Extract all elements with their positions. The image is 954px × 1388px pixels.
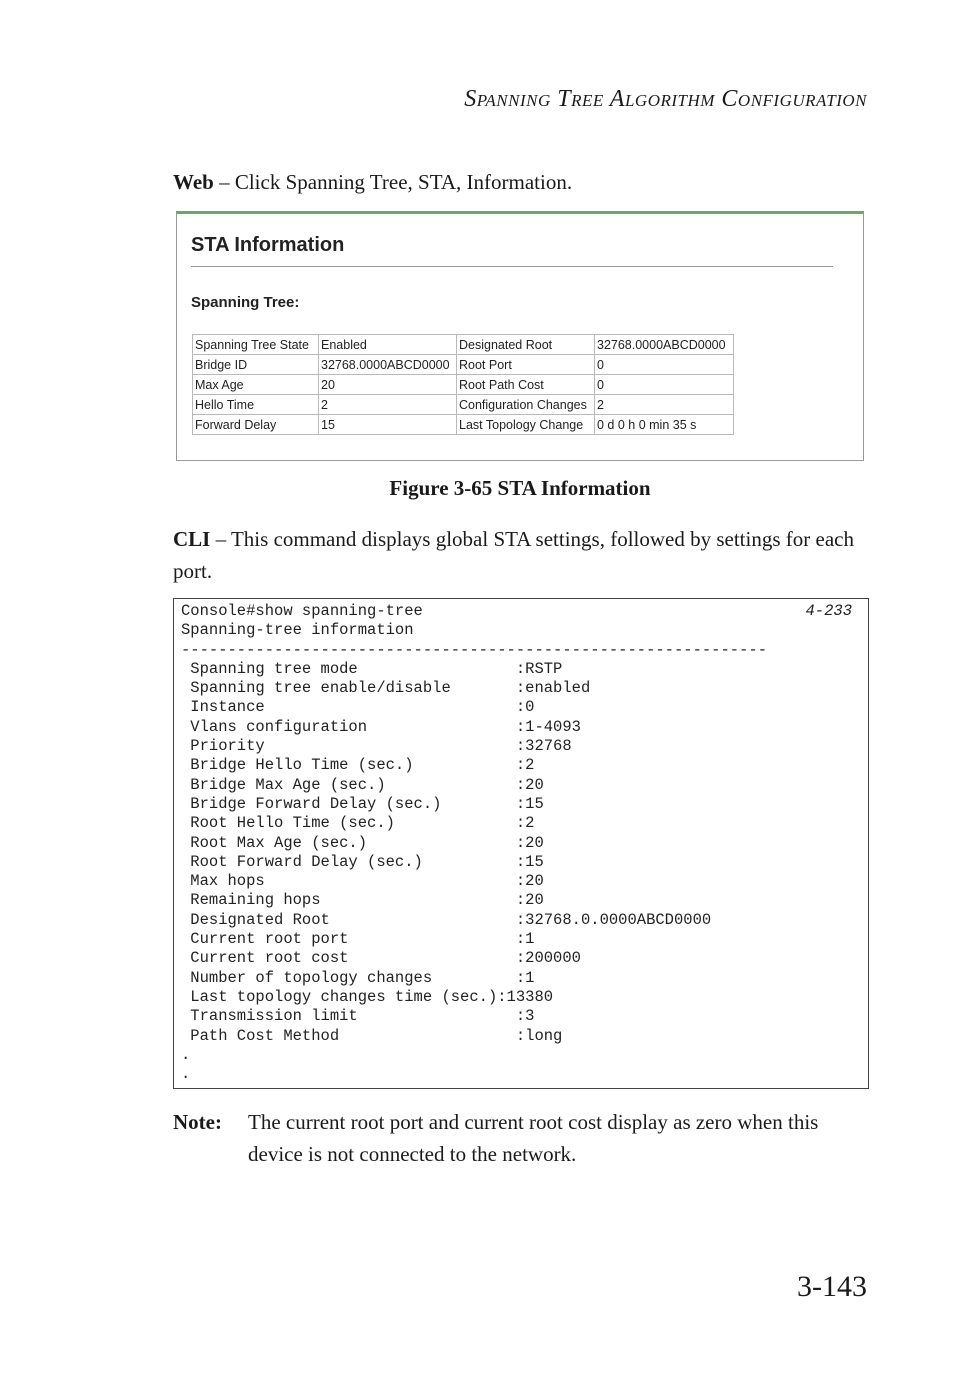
console-line: --------------------------------------------------------------- <box>181 640 767 659</box>
web-instruction-text: – Click Spanning Tree, STA, Information. <box>213 170 573 194</box>
table-field-value: 2 <box>319 395 457 415</box>
console-line: Max hops :20 <box>181 872 544 891</box>
page-number: 3-143 <box>797 1270 867 1303</box>
console-line: . <box>181 1065 191 1084</box>
console-line: Root Hello Time (sec.) :2 <box>181 814 535 833</box>
note-label: Note: <box>173 1110 222 1134</box>
console-line: Instance :0 <box>181 698 535 717</box>
console-line: Designated Root :32768.0.0000ABCD0000 <box>181 910 712 929</box>
cli-description <box>173 523 868 587</box>
console-line: Transmission limit :3 <box>181 1007 535 1026</box>
table-row <box>193 415 734 435</box>
console-line: Number of topology changes :1 <box>181 968 535 987</box>
table-field-value: 32768.0000ABCD0000 <box>319 355 457 375</box>
console-line: Bridge Forward Delay (sec.) :15 <box>181 794 544 813</box>
console-line: Root Max Age (sec.) :20 <box>181 833 544 852</box>
console-line: . <box>181 1045 191 1064</box>
console-line: Remaining hops :20 <box>181 891 544 910</box>
web-label: Web <box>173 170 214 194</box>
table-field-label: Root Path Cost <box>457 375 595 395</box>
table-field-label: Bridge ID <box>193 355 319 375</box>
console-line: Priority :32768 <box>181 737 572 756</box>
table-field-value: 20 <box>319 375 457 395</box>
cli-description-text: – This command displays global STA settings, followed by settings for each port. <box>173 527 854 583</box>
table-field-label: Root Port <box>457 355 595 375</box>
console-line: Current root cost :200000 <box>181 949 581 968</box>
table-field-value: 2 <box>595 395 734 415</box>
table-row <box>193 355 734 375</box>
note-text: The current root port and current root cost display as zero when this device is not connected to the network. <box>248 1110 819 1166</box>
sta-table <box>192 334 734 435</box>
web-instruction <box>173 166 868 198</box>
table-row <box>193 395 734 415</box>
table-row <box>193 335 734 355</box>
console-line: Last topology changes time (sec.):13380 <box>181 987 554 1006</box>
table-field-label: Hello Time <box>193 395 319 415</box>
console-output <box>173 598 869 1089</box>
table-field-value: 0 <box>595 355 734 375</box>
console-line: Spanning tree mode :RSTP <box>181 659 563 678</box>
figure-caption: Figure 3-65 STA Information <box>389 476 651 500</box>
table-field-value: 0 <box>595 375 734 395</box>
table-field-value: 0 d 0 h 0 min 35 s <box>595 415 734 435</box>
console-line: Bridge Hello Time (sec.) :2 <box>181 756 535 775</box>
table-field-label: Configuration Changes <box>457 395 595 415</box>
console-line: Path Cost Method :long <box>181 1026 563 1045</box>
figure-title: STA Information <box>191 234 345 256</box>
table-field-label: Forward Delay <box>193 415 319 435</box>
console-line: Console#show spanning-tree <box>181 602 423 620</box>
table-field-label: Last Topology Change <box>457 415 595 435</box>
table-row <box>193 375 734 395</box>
console-line: Bridge Max Age (sec.) :20 <box>181 775 544 794</box>
table-field-label: Designated Root <box>457 335 595 355</box>
console-line: Vlans configuration :1-4093 <box>181 717 581 736</box>
table-field-label: Spanning Tree State <box>193 335 319 355</box>
sta-information-screenshot <box>176 211 864 461</box>
console-line: Current root port :1 <box>181 930 535 949</box>
table-field-value: 32768.0000ABCD0000 <box>595 335 734 355</box>
cli-label: CLI <box>173 527 211 551</box>
table-field-value: Enabled <box>319 335 457 355</box>
figure-subtitle: Spanning Tree: <box>191 294 300 311</box>
table-field-label: Max Age <box>193 375 319 395</box>
running-header: Spanning Tree Algorithm Configuration <box>464 86 867 112</box>
figure-divider <box>191 266 833 267</box>
table-field-value: 15 <box>319 415 457 435</box>
console-line: Spanning tree enable/disable :enabled <box>181 679 591 698</box>
command-reference: 4-233 <box>805 602 852 620</box>
console-line: Spanning-tree information <box>181 621 414 640</box>
console-line: Root Forward Delay (sec.) :15 <box>181 852 544 871</box>
note <box>173 1106 873 1170</box>
